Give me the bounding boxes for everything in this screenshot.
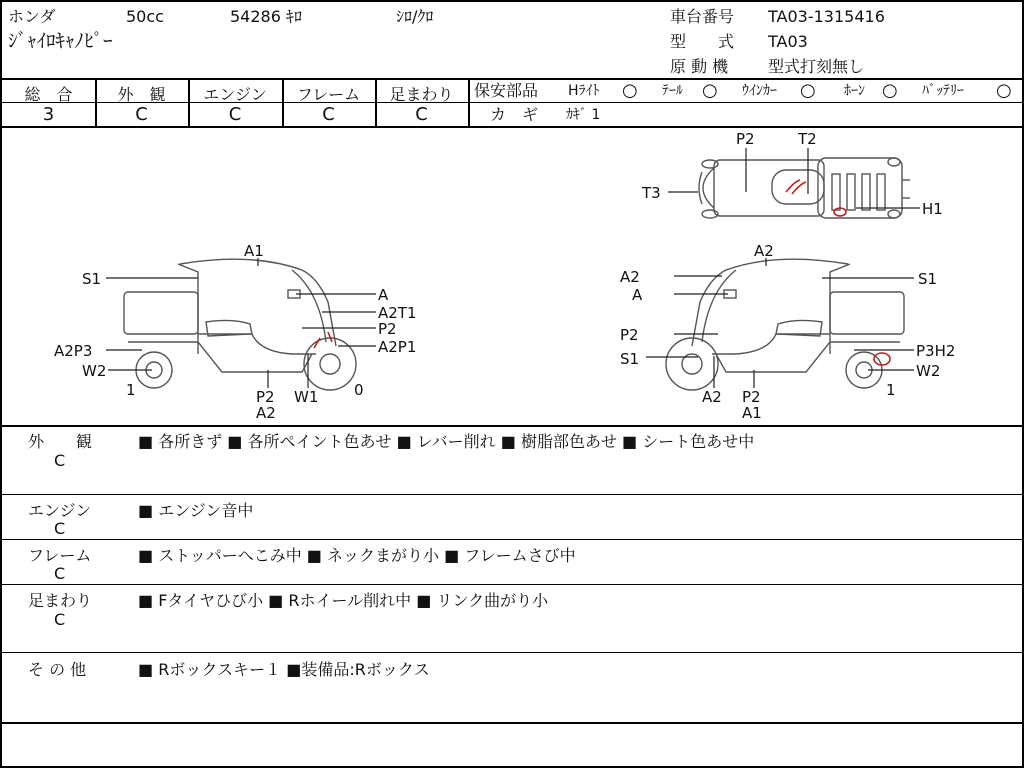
- label-left-a2: A2: [256, 404, 276, 422]
- label-top-p2: P2: [736, 130, 755, 148]
- suspension-grade: C: [415, 104, 428, 125]
- comment-label: 外 観: [28, 432, 93, 451]
- top-view-scooter: [699, 158, 910, 218]
- label-right-a: A: [632, 286, 643, 304]
- divider: [2, 78, 1022, 80]
- key-value: ｶｷﾞ 1: [566, 107, 601, 123]
- comment-label: フレーム: [28, 546, 92, 565]
- label-right-a2-top: A2: [754, 242, 774, 260]
- label-left-a: A: [378, 286, 389, 304]
- divider: [2, 494, 1022, 495]
- comment-grade: C: [54, 519, 66, 538]
- comment-label: そ の 他: [28, 660, 87, 679]
- comment-text: ■ エンジン音中: [138, 501, 254, 520]
- label-left-p2b: P2: [256, 388, 275, 406]
- maker: ホンダ: [8, 7, 56, 26]
- label-left-a2p3: A2P3: [54, 342, 93, 360]
- label-right-s1: S1: [918, 270, 938, 288]
- comment-text: ■ Rボックスキー１ ■装備品:Rボックス: [138, 660, 430, 679]
- headlight-label: Hﾗｲﾄ: [568, 83, 600, 99]
- label-top-h1: H1: [922, 200, 943, 218]
- safety-label: 保安部品: [474, 81, 539, 100]
- label-left-w2: W2: [82, 362, 107, 380]
- comment-text: ■ 各所きず ■ 各所ペイント色あせ ■ レバー削れ ■ 樹脂部色あせ ■ シート色あせ中: [138, 432, 755, 451]
- divider: [2, 539, 1022, 540]
- headlight-mark: ○: [622, 80, 638, 101]
- label-left-zero: 0: [354, 381, 364, 399]
- engine-grade: C: [228, 104, 242, 125]
- frame-grade: C: [322, 104, 335, 125]
- divider: [2, 652, 1022, 653]
- label-left-a2p1: A2P1: [378, 338, 417, 356]
- comment-text: ■ ストッパーへこみ中 ■ ネックまがり小 ■ フレームさび中: [138, 546, 576, 565]
- divider: [2, 722, 1022, 724]
- label-right-a2: A2: [620, 268, 640, 286]
- taillight-label: ﾃｰﾙ: [662, 83, 683, 99]
- engine-label: 原 動 機: [670, 57, 729, 76]
- mileage: 54286 ｷﾛ: [230, 7, 302, 26]
- type-label: 型 式: [670, 32, 735, 51]
- comment-text: ■ Fタイヤひび小 ■ Rホイール削れ中 ■ リンク曲がり小: [138, 591, 549, 610]
- winker-mark: ○: [800, 80, 816, 101]
- battery-label: ﾊﾞｯﾃﾘｰ: [922, 83, 964, 99]
- label-right-p2b: P2: [742, 388, 761, 406]
- label-left-w1: W1: [294, 388, 319, 406]
- left-view-scooter: [124, 259, 356, 390]
- comment-label: 足まわり: [28, 591, 93, 610]
- suspension-grade-label: 足まわり: [389, 85, 454, 104]
- exterior-grade: C: [135, 104, 148, 125]
- label-right-a1: A1: [742, 404, 762, 422]
- engine-value: 型式打刻無し: [768, 57, 865, 76]
- overall-grade: 3: [42, 104, 55, 125]
- winker-label: ｳｲﾝｶｰ: [742, 83, 777, 99]
- horn-label: ﾎｰﾝ: [844, 83, 865, 99]
- type-value: TA03: [768, 32, 808, 51]
- exterior-label: 外 観: [117, 85, 166, 104]
- label-left-a1: A1: [244, 242, 264, 260]
- battery-mark: ○: [996, 80, 1012, 101]
- divider: [468, 102, 1022, 103]
- model-name: ｼﾞｬｲﾛｷｬﾉﾋﾟｰ: [8, 30, 113, 52]
- displacement: 50cc: [126, 7, 164, 26]
- damage-diagram: [2, 128, 1022, 424]
- comment-grade: C: [54, 451, 66, 470]
- label-right-w2: W2: [916, 362, 941, 380]
- frame-no: TA03-1315416: [768, 7, 885, 26]
- frame-no-label: 車台番号: [670, 7, 735, 26]
- label-left-p2: P2: [378, 320, 397, 338]
- comment-grade: C: [54, 564, 66, 583]
- label-right-one: 1: [886, 381, 896, 399]
- taillight-mark: ○: [702, 80, 718, 101]
- label-right-s1b: S1: [620, 350, 640, 368]
- key-label: カ ギ: [490, 105, 539, 124]
- divider: [2, 425, 1022, 427]
- engine-grade-label: エンジン: [203, 85, 267, 104]
- label-top-t2: T2: [798, 130, 817, 148]
- label-right-a2b: A2: [702, 388, 722, 406]
- divider: [2, 584, 1022, 585]
- label-top-t3: T3: [642, 184, 661, 202]
- label-left-one: 1: [126, 381, 136, 399]
- color: ｼﾛ/ｸﾛ: [396, 7, 434, 26]
- label-left-s1: S1: [82, 270, 102, 288]
- overall-label: 総 合: [24, 85, 73, 104]
- frame-grade-label: フレーム: [296, 85, 361, 104]
- comment-grade: C: [54, 610, 66, 629]
- label-left-a2t1: A2T1: [378, 304, 417, 322]
- label-right-p3h2: P3H2: [916, 342, 956, 360]
- horn-mark: ○: [882, 80, 898, 101]
- comment-label: エンジン: [28, 501, 92, 520]
- label-right-p2: P2: [620, 326, 639, 344]
